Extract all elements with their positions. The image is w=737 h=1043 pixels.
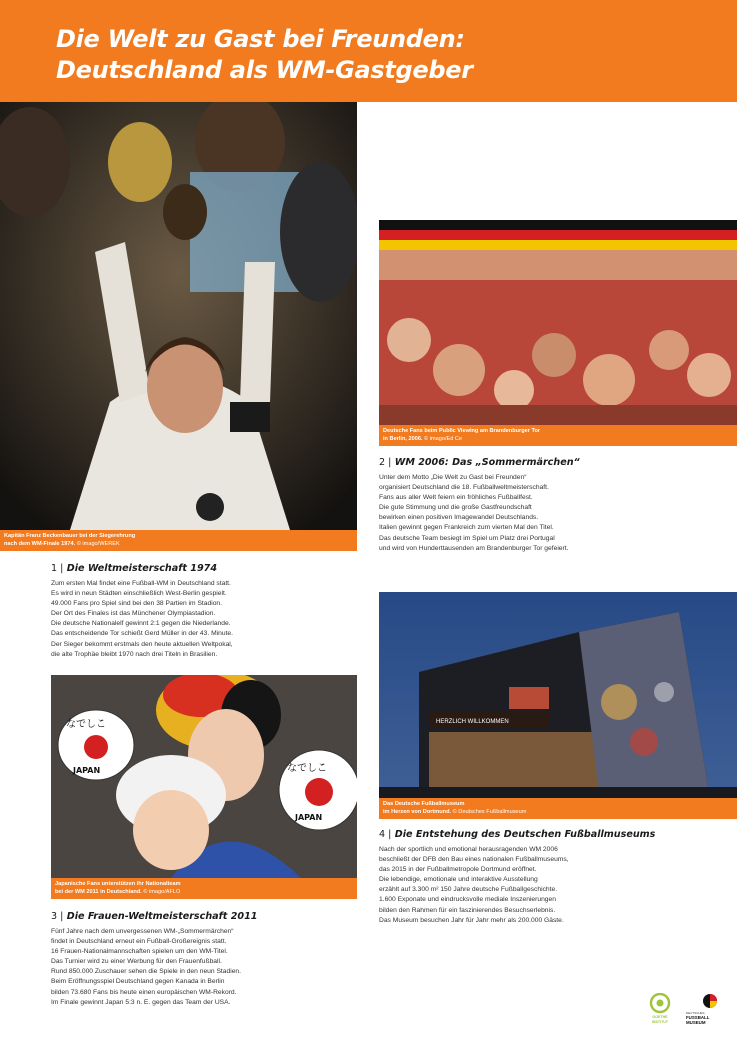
body-line: Die deutsche Nationalelf gewinnt 2:1 gegen die Niederlande. [51,620,231,628]
section-number: 3 | [51,911,64,922]
section-body [51,927,257,1008]
section-body [379,845,655,926]
section-title: Die Weltmeisterschaft 1974 [66,563,218,574]
sign-text-left: なでしこ [66,719,106,730]
body-line: Italien gewinnt gegen Frankreich zum vierten Mal den Titel. [379,524,554,532]
photo-credit: © Deutsches Fußballmuseum [452,808,527,815]
fussballmuseum-logo [685,993,725,1027]
photo-japan-fans-image [51,675,357,878]
body-line: Das deutsche Team besiegt im Spiel um Platz drei Portugal [379,534,555,542]
body-line: Zum ersten Mal findet eine Fußball-WM in Deutschland statt. [51,580,231,587]
body-line: 49.000 Fans pro Spiel sind bei den 38 Partien im Stadion. [51,600,223,608]
section-frauen-wm-2011 [51,911,257,1008]
title-line-2: Deutschland als WM-Gastgeber [56,56,473,84]
body-line: organisiert Deutschland die 18. Fußballweltmeisterschaft. [379,484,549,492]
photo-japan-fans [51,675,357,878]
body-line: 16 Frauen-Nationalmannschaften spielen um den WM-Titel. [51,948,228,956]
page-title [56,24,473,86]
section-number: 2 | [379,457,392,468]
goethe-logo-icon [648,993,672,1025]
body-line: Der Ort des Finales ist das Münchener Olympiastadion. [51,610,216,618]
body-line: Im Finale gewinnt Japan 5:3 n. E. gegen das Team der USA. [51,998,231,1006]
museum-text-1: DEUTSCHES [686,1011,705,1015]
museum-text-3: MUSEUM [686,1020,706,1025]
section-number: 4 | [379,829,392,840]
caption-museum [379,798,737,819]
header-bar [0,0,737,102]
body-line: Es wird in neun Städten einschließlich West-Berlin gespielt. [51,590,227,598]
caption-text-2: nach dem WM-Finale 1974. [4,540,76,547]
body-line: Der Sieger bekommt erstmals den heute aktuellen Weltpokal, [51,640,233,648]
section-heading [51,911,257,922]
caption-text: Kapitän Franz Beckenbauer bei der Siegerehrung [4,533,136,539]
photo-public-viewing [379,220,737,425]
photo-museum-image [379,592,737,798]
body-line: Das Museum besuchen Jahr für Jahr mehr als 200.000 Gäste. [379,916,564,924]
section-wm-2006 [379,457,580,554]
photo-beckenbauer-image [0,102,357,530]
photo-beckenbauer [0,102,357,530]
caption-text: Deutsche Fans beim Public Viewing am Brandenburger Tor [383,428,541,434]
section-title: Die Frauen-Weltmeisterschaft 2011 [66,911,258,922]
body-line: 1.600 Exponate und eindrucksvolle mediale Inszenierungen [379,896,556,904]
section-museum [379,829,655,926]
photo-museum [379,592,737,798]
caption-text-2: in Berlin, 2006. [383,435,423,442]
body-line: erzählt auf 3.300 m² 150 Jahre deutsche Fußballgeschichte. [379,886,558,894]
section-body [379,473,580,554]
body-line: bilden 73.680 Fans bis heute einen europäischen WM-Rekord. [51,988,237,996]
museum-text-2: FUSSBALL [686,1015,710,1020]
section-title: WM 2006: Das „Sommermärchen“ [394,457,580,468]
body-line: Fans aus aller Welt feiern ein fröhliches Fußballfest. [379,494,533,502]
photo-credit: © imago/WEREK [76,540,120,547]
goethe-text-2: INSTITUT [651,1020,669,1024]
caption-text-2: im Herzen von Dortmund. [383,808,452,815]
body-line: Fünf Jahre nach dem unvergessenen WM-„Sommermärchen“ [51,928,234,935]
section-body [51,579,233,660]
caption-text: Das Deutsche Fußballmuseum [383,801,465,807]
body-line: Die lebendige, emotionale und interaktive Ausstellung [379,876,538,884]
body-line: bilden den Rahmen für ein faszinierendes Besuchserlebnis. [379,906,556,914]
section-heading [51,563,233,574]
photo-public-viewing-image [379,220,737,425]
sign-label-left: JAPAN [73,766,101,775]
body-line: Die gute Stimmung und die große Gastfreundschaft [379,504,532,512]
section-heading [379,829,655,840]
body-line: bewirken einen positiven Imagewandel Deutschlands. [379,514,539,522]
goethe-text-1: GOETHE [652,1015,668,1019]
banner-text: HERZLICH WILLKOMMEN [436,719,509,725]
body-line: Das Turnier wird zu einer Werbung für den Frauenfußball. [51,958,222,966]
caption-public-viewing [379,425,737,446]
section-number: 1 | [51,563,64,574]
section-title: Die Entstehung des Deutschen Fußballmuseums [394,829,656,840]
title-line-1: Die Welt zu Gast bei Freunden: [56,25,465,53]
caption-text-2: bei der WM 2011 in Deutschland. [55,888,142,895]
museum-logo-icon [685,993,725,1027]
body-line: Das entscheidende Tor schießt Gerd Müller in der 43. Minute. [51,630,234,638]
caption-japan-fans [51,878,357,899]
body-line: das 2015 in der Fußballmetropole Dortmund eröffnet. [379,866,537,874]
caption-text: Japanische Fans unterstützen ihr Nationalteam [55,881,181,887]
body-line: Beim Eröffnungsspiel Deutschland gegen Kanada in Berlin [51,978,225,986]
caption-beckenbauer [0,530,357,551]
photo-credit: © imago/Ed Ce [424,435,463,442]
sign-text-right: なでしこ [287,763,327,774]
photo-credit: © imago/AFLO [143,888,181,895]
body-line: Rund 850.000 Zuschauer sehen die Spiele in den neun Stadien. [51,968,241,976]
sign-label-right: JAPAN [295,813,323,822]
goethe-institut-logo [648,993,672,1025]
body-line: Nach der sportlich und emotional herausragenden WM 2006 [379,846,558,853]
body-line: Unter dem Motto „Die Welt zu Gast bei Freunden“ [379,474,527,481]
section-heading [379,457,580,468]
body-line: findet in Deutschland erneut ein Fußball-Großereignis statt. [51,938,227,946]
body-line: beschließt der DFB den Bau eines nationalen Fußballmuseums, [379,856,569,864]
body-line: die alte Trophäe bleibt 1970 nach drei Titeln in Brasilien. [51,650,218,658]
section-wm-1974 [51,563,233,660]
body-line: und wird von Hunderttausenden am Brandenburger Tor gefeiert. [379,544,569,552]
